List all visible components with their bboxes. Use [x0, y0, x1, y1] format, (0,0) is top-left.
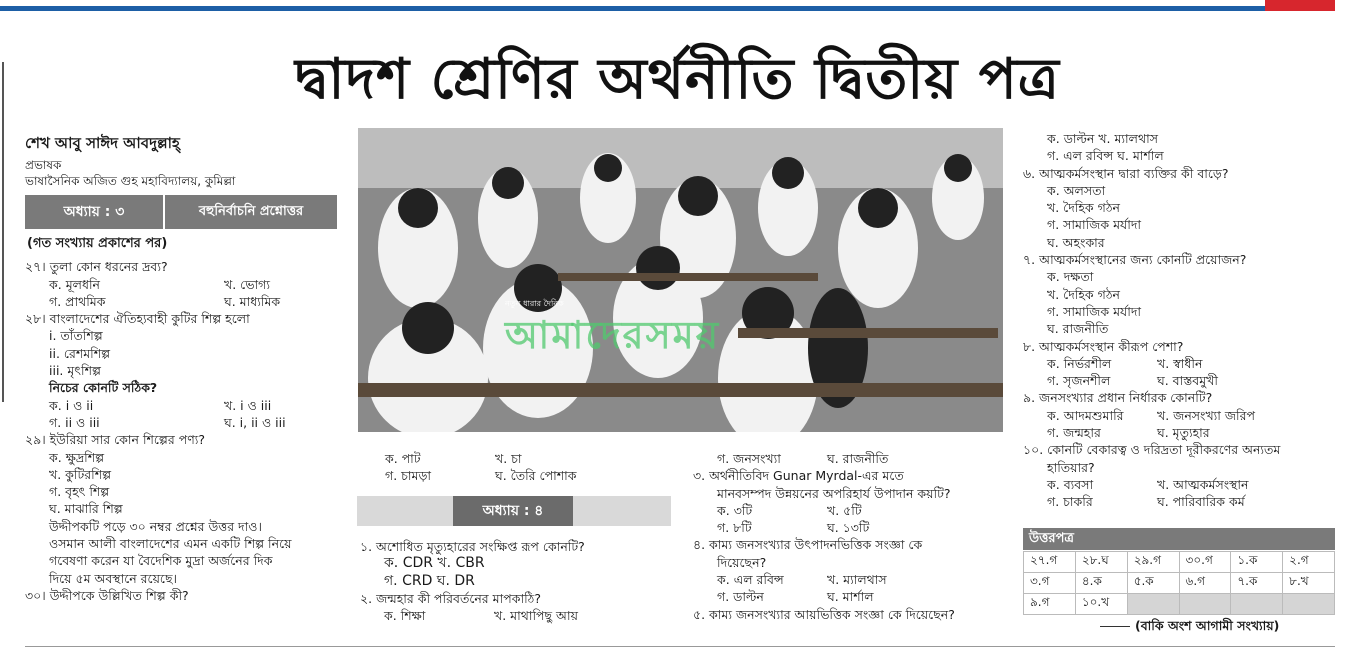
option: গ. CRD ঘ. DR	[384, 572, 475, 589]
answer-cell: ৩০.গ	[1179, 552, 1231, 573]
option: খ. কুটিরশিল্প	[49, 466, 112, 482]
answer-cell-empty	[1231, 594, 1283, 615]
table-row	[1024, 594, 1335, 615]
statement: i. তাঁতশিল্প	[49, 328, 103, 344]
answer-cell: ১.ক	[1231, 552, 1283, 573]
column-2	[385, 450, 675, 485]
column-1	[25, 132, 337, 604]
answer-cell: ২.গ	[1283, 552, 1335, 573]
question-5: ৫. কাম্য জনসংখ্যার আয়ভিত্তিক সংজ্ঞা কে দিয়েছেন?	[693, 606, 955, 622]
answer-cell-empty	[1283, 594, 1335, 615]
continued-dash	[1100, 626, 1130, 627]
page-title: দ্বাদশ শ্রেণির অর্থনীতি দ্বিতীয় পত্র	[295, 46, 1060, 112]
answer-cell: ৩.গ	[1024, 573, 1076, 594]
question-7: ৭. আত্মকর্মসংস্থানের জন্য কোনটি প্রয়োজন?	[1023, 252, 1247, 268]
author-institution: ভাষাসৈনিক অজিত গুহ মহাবিদ্যালয়, কুমিল্লা	[25, 174, 236, 188]
question-9: ৯. জনসংখ্যার প্রধান নির্ধারক কোনটি?	[1023, 390, 1213, 406]
question-3-cont: মানবসম্পদ উন্নয়নের অপরিহার্য উপাদান কয়টি?	[717, 485, 951, 501]
watermark-credit: নতুন ধারার দৈনিক	[505, 299, 564, 308]
option: ক. দক্ষতা	[1047, 269, 1094, 285]
option-row: ক. আদমশুমারি খ. জনসংখ্যা জরিপ	[1047, 407, 1255, 423]
question-4-cont: দিয়েছেন?	[717, 554, 767, 570]
question-10: ১০. কোনটি বেকারত্ব ও দরিদ্রতা দূরীকরণের অন্যতম	[1023, 442, 1281, 458]
chapter-3-label: অধ্যায় : ৩	[25, 195, 163, 229]
option-row: ক. মূলধনি খ. ভোগ্য	[49, 276, 270, 292]
stimulus-line: ওসমান আলী বাংলাদেশের এমন একটি শিল্প নিয়ে	[49, 536, 292, 552]
stimulus-line: গবেষণা করেন যা বৈদেশিক মুদ্রা অর্জনের দিক	[49, 553, 273, 569]
question-29: ২৯। ইউরিয়া সার কোন শিল্পের পণ্য?	[25, 432, 206, 448]
answer-key-heading: উত্তরপত্র	[1023, 528, 1335, 550]
author-designation: প্রভাষক	[25, 158, 62, 172]
answer-cell: ৫.ক	[1127, 573, 1179, 594]
students-illustration	[358, 128, 1003, 432]
option: খ. দৈহিক গঠন	[1047, 200, 1120, 216]
column-4	[1023, 130, 1343, 511]
question-30: ৩০। উদ্দীপকে উল্লিখিত শিল্প কী?	[25, 587, 189, 603]
answer-cell: ৭.ক	[1231, 573, 1283, 594]
option: খ. দৈহিক গঠন	[1047, 286, 1120, 302]
question-3: ৩. অর্থনীতিবিদ Gunar Myrdal-এর মতে	[693, 468, 904, 484]
stimulus-line: দিয়ে ৫ম অবস্থানে রয়েছে।	[49, 570, 177, 586]
option: ক. CDR খ. CBR	[384, 555, 485, 572]
chapter-4-label: অধ্যায় : ৪	[453, 496, 573, 526]
chapter-4-bar	[357, 496, 671, 526]
column-3	[693, 450, 1013, 623]
column-2-questions	[360, 538, 670, 624]
option-row: ক. ব্যবসা খ. আত্মকর্মসংস্থান	[1047, 476, 1249, 492]
answer-key-table	[1023, 551, 1335, 615]
option-row: গ. ডাল্টন ঘ. মার্শাল	[717, 589, 874, 605]
option-row: ক. পাট খ. চা	[385, 451, 522, 466]
statement: iii. মৃৎশিল্প	[49, 363, 101, 379]
answer-cell: ৬.গ	[1179, 573, 1231, 594]
answer-cell: ৪.ক	[1075, 573, 1127, 594]
question-4: ৪. কাম্য জনসংখ্যার উৎপাদনভিত্তিক সংজ্ঞা কে	[693, 537, 923, 553]
question-28-ask: নিচের কোনটি সঠিক?	[49, 380, 158, 396]
answer-cell: ১০.খ	[1075, 594, 1127, 615]
option-row: গ. ii ও iii ঘ. i, ii ও iii	[49, 414, 286, 430]
option-row: গ. চামড়া ঘ. তৈরি পোশাক	[385, 468, 577, 484]
exam-hall-photo	[358, 128, 1003, 432]
answer-cell: ৯.গ	[1024, 594, 1076, 615]
answer-cell: ৮.খ	[1283, 573, 1335, 594]
stimulus-line: উদ্দীপকটি পড়ে ৩০ নম্বর প্রশ্নের উত্তর দাও।	[49, 518, 262, 534]
option: গ. সামাজিক মর্যাদা	[1047, 303, 1142, 319]
answer-cell: ২৮.ঘ	[1075, 552, 1127, 573]
option: গ. বৃহৎ শিল্প	[49, 484, 110, 500]
question-2: ২. জন্মহার কী পরিবর্তনের মাপকাঠি?	[360, 590, 541, 606]
option-row: ক. শিক্ষা খ. মাথাপিছু আয়	[384, 608, 578, 624]
option: ক. ডাল্টন খ. ম্যালথাস	[1047, 131, 1158, 146]
question-1: ১. অশোধিত মৃত্যুহারের সংক্ষিপ্ত রূপ কোনটি?	[360, 539, 585, 554]
option-row: গ. প্রাথমিক ঘ. মাধ্যমিক	[49, 293, 281, 309]
option-row: গ. চাকরি ঘ. পারিবারিক কর্ম	[1047, 494, 1245, 510]
table-row	[1024, 573, 1335, 594]
answer-cell: ২৭.গ	[1024, 552, 1076, 573]
continued-next-issue: (বাকি অংশ আগামী সংখ্যায়)	[1135, 618, 1280, 633]
question-8: ৮. আত্মকর্মসংস্থান কীরূপ পেশা?	[1023, 338, 1184, 354]
option-row: গ. জন্মহার ঘ. মৃত্যুহার	[1047, 425, 1210, 441]
question-27: ২৭। তুলা কোন ধরনের দ্রব্য?	[25, 259, 168, 275]
question-28: ২৮। বাংলাদেশের ঐতিহ্যবাহী কুটির শিল্প হলো	[25, 311, 250, 327]
newspaper-watermark: আমাদেরসময়	[505, 313, 721, 357]
chapter-3-topic: বহুনির্বাচনি প্রশ্নোত্তর	[165, 195, 337, 229]
option: গ. এল রবিন্স ঘ. মার্শাল	[1047, 148, 1164, 164]
chapter-3-bar	[25, 195, 337, 229]
option-row: গ. জনসংখ্যা ঘ. রাজনীতি	[717, 451, 889, 466]
option: ঘ. মাঝারি শিল্প	[49, 501, 123, 517]
option-row: ক. নির্ভরশীল খ. স্বাধীন	[1047, 355, 1203, 371]
top-blue-bar	[0, 6, 1265, 11]
bottom-rule	[25, 646, 1335, 647]
question-10-cont: হাতিয়ার?	[1047, 459, 1095, 475]
option-row: ক. এল রবিন্স খ. ম্যালথাস	[717, 572, 887, 588]
option-row: ক. ৩টি খ. ৫টি	[717, 502, 862, 518]
answer-cell: ২৯.গ	[1127, 552, 1179, 573]
author-name: শেখ আবু সাঈদ আবদুল্লাহ্	[25, 134, 180, 152]
option: ঘ. অহংকার	[1047, 234, 1105, 250]
option: ঘ. রাজনীতি	[1047, 321, 1109, 337]
option: ক. অলসতা	[1047, 182, 1106, 198]
statement: ii. রেশমশিল্প	[49, 345, 111, 361]
option-row: গ. ৮টি ঘ. ১৩টি	[717, 520, 870, 536]
option-row: গ. সৃজনশীল ঘ. বাস্তবমুখী	[1047, 373, 1218, 389]
question-6: ৬. আত্মকর্মসংস্থান দ্বারা ব্যক্তির কী বাড়ে?	[1023, 165, 1229, 181]
top-red-tab	[1265, 0, 1335, 11]
continued-note: (গত সংখ্যায় প্রকাশের পর)	[27, 236, 168, 251]
answer-cell-empty	[1127, 594, 1179, 615]
option: ক. ক্ষুদ্রশিল্প	[49, 449, 105, 465]
option: গ. সামাজিক মর্যাদা	[1047, 217, 1142, 233]
table-row	[1024, 552, 1335, 573]
answer-cell-empty	[1179, 594, 1231, 615]
option-row: ক. i ও ii খ. i ও iii	[49, 397, 272, 413]
